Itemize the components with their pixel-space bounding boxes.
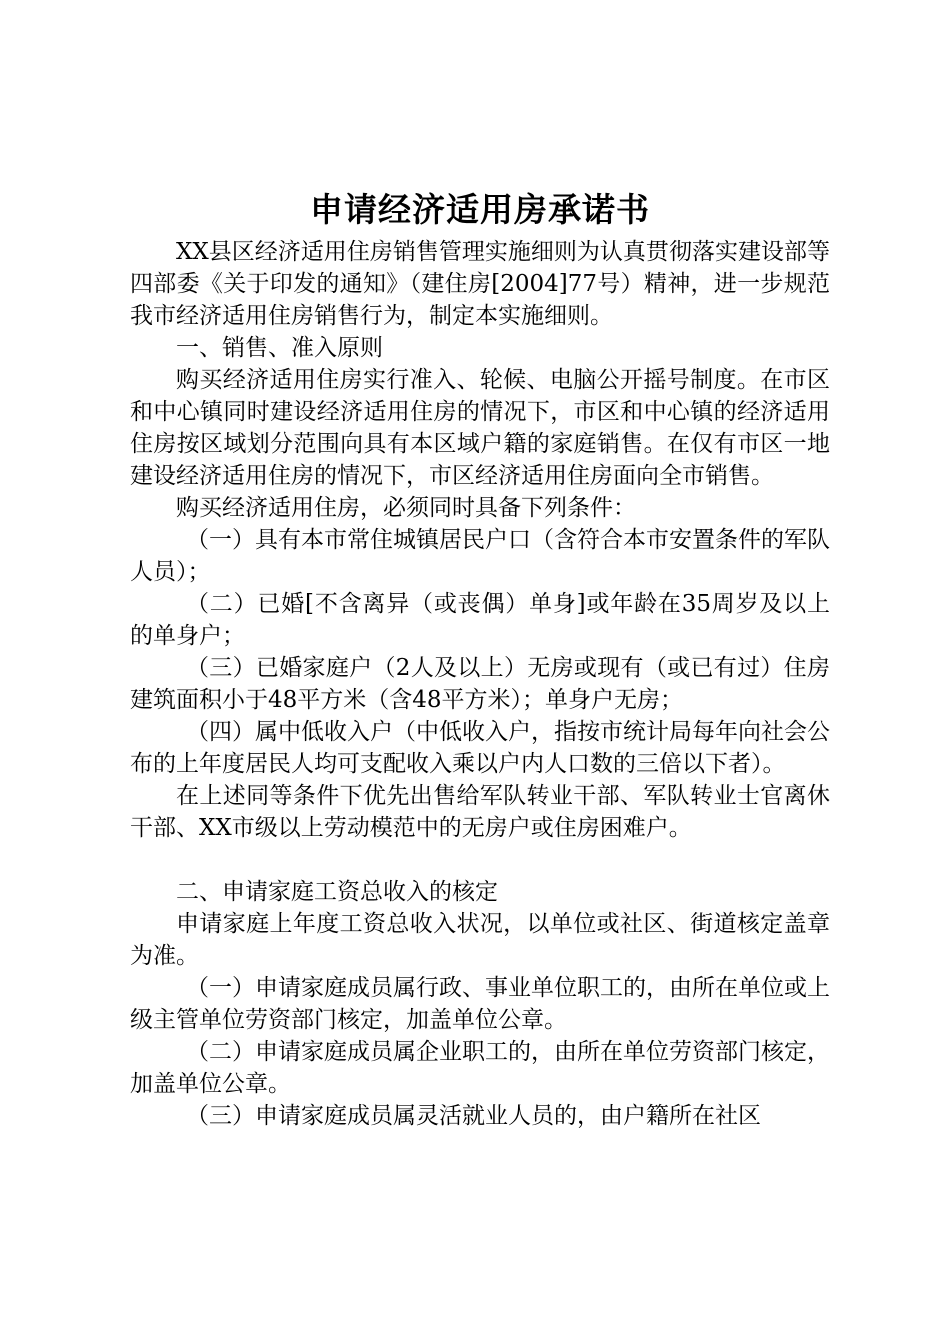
paragraph-income-lead: 申请家庭上年度工资总收入状况，以单位或社区、街道核定盖章为准。	[130, 911, 830, 969]
income-item-1: （一）申请家庭成员属行政、事业单位职工的，由所在单位或上级主管单位劳资部门核定，加盖单位公章。	[130, 975, 830, 1033]
section-heading-2: 二、申请家庭工资总收入的核定	[176, 879, 498, 905]
document-page	[130, 188, 830, 1132]
blank-line	[130, 844, 830, 876]
condition-item-2: （二）已婚[不含离异（或丧偶）单身]或年龄在35周岁及以上的单身户；	[130, 591, 830, 649]
condition-item-3: （三）已婚家庭户（2人及以上）无房或现有（或已有过）住房建筑面积小于48平方米（含48平方米）；单身户无房；	[130, 655, 830, 713]
condition-item-1: （一）具有本市常住城镇居民户口（含符合本市安置条件的军队人员）；	[130, 527, 830, 585]
paragraph-conditions-lead: 购买经济适用住房，必须同时具备下列条件：	[176, 495, 636, 521]
paragraph-intro: XX县区经济适用住房销售管理实施细则为认真贯彻落实建设部等四部委《关于印发的通知》（建住房[2004]77号）精神，进一步规范我市经济适用住房销售行为，制定本实施细则。	[130, 239, 830, 329]
income-item-2: （二）申请家庭成员属企业职工的，由所在单位劳资部门核定，加盖单位公章。	[130, 1039, 830, 1097]
income-item-3: （三）申请家庭成员属灵活就业人员的，由户籍所在社区	[186, 1103, 761, 1129]
paragraph-principle: 购买经济适用住房实行准入、轮候、电脑公开摇号制度。在市区和中心镇同时建设经济适用住房的情况下，市区和中心镇的经济适用住房按区域划分范围向具有本区域户籍的家庭销售。在仅有市区一地建设经济适用住房的情况下，市区经济适用住房面向全市销售。	[130, 367, 830, 489]
condition-item-4: （四）属中低收入户（中低收入户，指按市统计局每年向社会公布的上年度居民人均可支配收入乘以户内人口数的三倍以下者）。	[130, 719, 830, 777]
document-title: 申请经济适用房承诺书	[310, 190, 650, 229]
paragraph-priority: 在上述同等条件下优先出售给军队转业干部、军队转业士官离休干部、XX市级以上劳动模范中的无房户或住房困难户。	[130, 783, 830, 841]
section-heading-1: 一、销售、准入原则	[176, 335, 383, 361]
